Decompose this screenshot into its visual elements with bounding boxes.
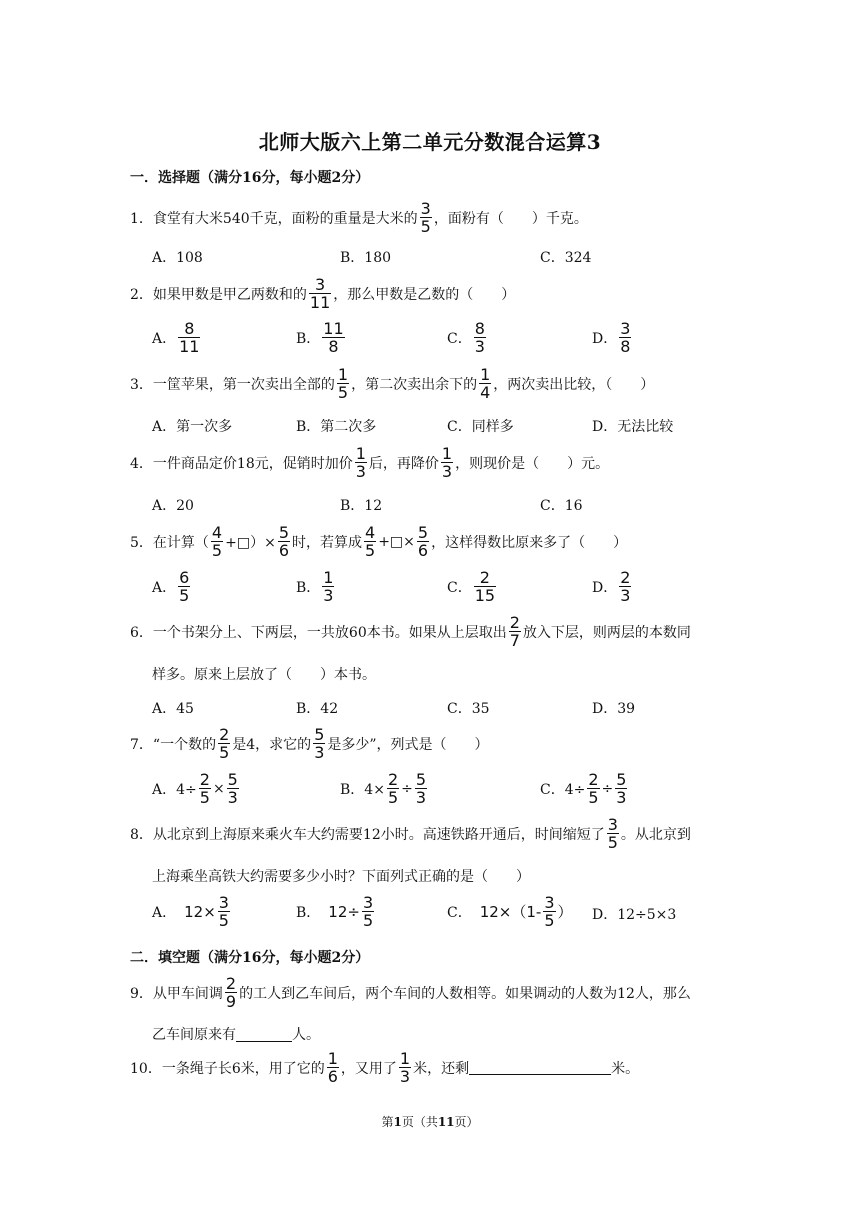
question-10: 10．一条绳子长6米，用了它的 $\frac{1}{6}$ ，又用了 $\frac{1}{3}$ 米，还剩 米。	[130, 1049, 640, 1086]
q7-option-a[interactable]: A．4÷ $\frac{2}{5}$ × $\frac{5}{3}$	[152, 770, 238, 807]
question-1: 1．食堂有大米540千克，面粉的重量是大米的 $\frac{3}{5}$ ，面粉有（ ）千克。	[130, 199, 588, 236]
q3-option-c[interactable]: C．同样多	[447, 419, 514, 435]
section-heading-choice: 一．选择题（满分16分，每小题2分）	[130, 170, 370, 186]
question-9-line-2: 乙车间原来有 人。	[152, 1027, 320, 1043]
q7-option-c[interactable]: C．4÷ $\frac{2}{5}$ ÷ $\frac{5}{3}$	[540, 770, 627, 807]
q8-option-a[interactable]: A． 12× $\frac{3}{5}$	[152, 893, 229, 930]
fraction: $\frac{3}{5}$	[420, 199, 431, 236]
q5-option-d[interactable]: D． $\frac{2}{3}$	[592, 568, 631, 605]
q8-option-c[interactable]: C． 12×（1- $\frac{3}{5}$ ）	[447, 893, 573, 930]
q1-option-c[interactable]: C．324	[540, 250, 592, 266]
question-2: 2．如果甲数是甲乙两数和的 $\frac{3}{11}$ ，那么甲数是乙数的（ ）	[130, 275, 516, 312]
question-4: 4．一件商品定价18元，促销时加价 $\frac{1}{3}$ 后，再降价 $\frac{1}{3}$ ，则现价是（ ）元。	[130, 444, 610, 481]
q6-option-a[interactable]: A．45	[152, 701, 194, 717]
question-9: 9．从甲车间调 $\frac{2}{9}$ 的工人到乙车间后，两个车间的人数相等。如果调动的人数为12人，那么	[130, 974, 691, 1011]
q3-option-d[interactable]: D．无法比较	[592, 419, 674, 435]
q5-option-a[interactable]: A． $\frac{6}{5}$	[152, 568, 190, 605]
q3-option-b[interactable]: B．第二次多	[296, 419, 377, 435]
q3-option-a[interactable]: A．第一次多	[152, 419, 233, 435]
answer-blank[interactable]	[236, 1027, 292, 1042]
answer-blank[interactable]	[469, 1060, 611, 1075]
fraction: $\frac{3}{11}$	[309, 275, 331, 312]
q1-option-b[interactable]: B．180	[340, 250, 392, 266]
page-title: 北师大版六上第二单元分数混合运算3	[258, 130, 602, 154]
q8-option-d[interactable]: D．12÷5×3	[592, 907, 677, 923]
q2-option-a[interactable]: A． $\frac{8}{11}$	[152, 319, 200, 356]
q2-option-b[interactable]: B． $\frac{11}{8}$	[296, 319, 344, 356]
q4-option-a[interactable]: A．20	[152, 498, 194, 514]
question-7: 7．“一个数的 $\frac{2}{5}$ 是4，求它的 $\frac{5}{3}$ 是多少”，列式是（ ）	[130, 725, 489, 762]
question-6-line-2: 样多。原来上层放了（ ）本书。	[152, 667, 376, 683]
q5-option-c[interactable]: C． $\frac{2}{15}$	[447, 568, 496, 605]
question-6: 6．一个书架分上、下两层，一共放60本书。如果从上层取出 $\frac{2}{7}$ 放入下层，则两层的本数同	[130, 613, 691, 650]
q7-option-b[interactable]: B．4× $\frac{2}{5}$ ÷ $\frac{5}{3}$	[340, 770, 427, 807]
question-8-line-2: 上海乘坐高铁大约需要多少小时？下面列式正确的是（ ）	[152, 869, 530, 885]
q4-option-b[interactable]: B．12	[340, 498, 383, 514]
page-footer: 第1页（共11页）	[381, 1115, 479, 1129]
q8-option-b[interactable]: B． 12÷ $\frac{3}{5}$	[296, 893, 374, 930]
question-8: 8．从北京到上海原来乘火车大约需要12小时。高速铁路开通后，时间缩短了 $\frac{3}{5}$ 。从北京到	[130, 815, 691, 852]
q2-option-d[interactable]: D． $\frac{3}{8}$	[592, 319, 631, 356]
q6-option-c[interactable]: C．35	[447, 701, 490, 717]
q5-option-b[interactable]: B． $\frac{1}{3}$	[296, 568, 334, 605]
section-heading-fill: 二．填空题（满分16分，每小题2分）	[130, 950, 370, 966]
q4-option-c[interactable]: C．16	[540, 498, 583, 514]
q1-option-a[interactable]: A．108	[152, 250, 203, 266]
q6-option-b[interactable]: B．42	[296, 701, 339, 717]
q6-option-d[interactable]: D．39	[592, 701, 636, 717]
question-5: 5．在计算（ $\frac{4}{5}$ +□）× $\frac{5}{6}$ 时，若算成 $\frac{4}{5}$ +□× $\frac{5}{6}$ ，这样得数比原来多了（ ）	[130, 523, 628, 560]
question-3: 3．一筐苹果，第一次卖出全部的 $\frac{1}{5}$ ，第二次卖出余下的 $\frac{1}{4}$ ，两次卖出比较，（ ）	[130, 365, 655, 402]
q2-option-c[interactable]: C． $\frac{8}{3}$	[447, 319, 485, 356]
